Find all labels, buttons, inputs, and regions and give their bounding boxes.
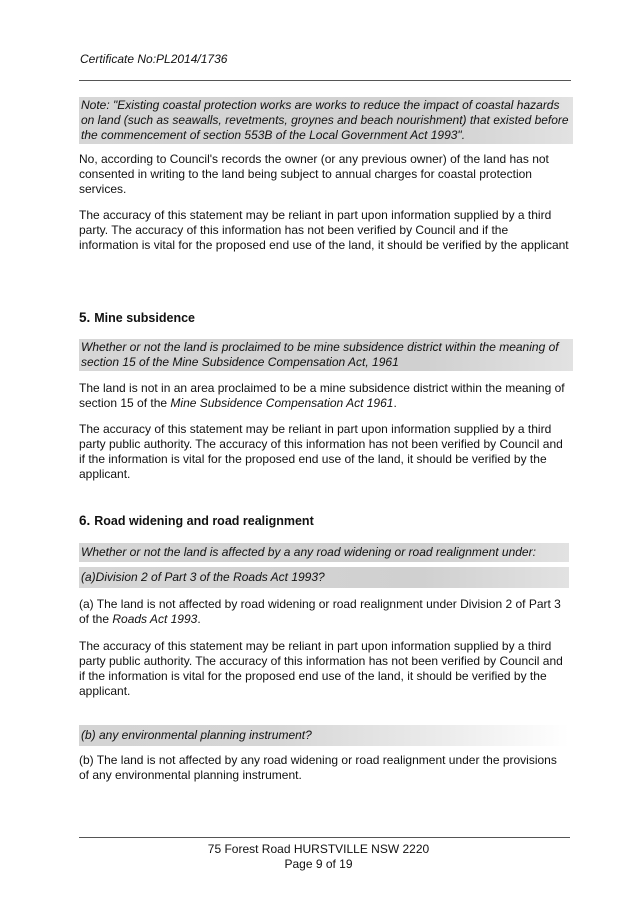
page-number: Page 9 of 19 xyxy=(284,857,353,871)
section-5-act-name: Mine Subsidence Compensation Act 1961 xyxy=(170,396,394,410)
section-5-accuracy-statement: The accuracy of this statement may be reliant in part upon information supplied by a third party public authority. The accuracy of this information has not been verified by Council and if the information is vital for the proposed end use of the land, it should be verified by the applicant. xyxy=(79,422,563,481)
section-6-title: Road widening and road realignment xyxy=(94,514,314,528)
section-5-number: 5. xyxy=(79,310,91,325)
section-5-heading xyxy=(79,310,195,325)
section-6-act-name: Roads Act 1993 xyxy=(112,612,198,626)
section-6-answer-a xyxy=(79,597,569,627)
section-6-answer-b: (b) The land is not affected by any road widening or road realignment under the provisions of any environmental planning instrument. xyxy=(79,753,557,782)
coastal-accuracy-statement: The accuracy of this statement may be reliant in part upon information supplied by a third party. The accuracy of this information has not been verified by Council and if the information is vital for the proposed end use of the land, it should be verified by the applicant xyxy=(79,208,569,252)
section-6-question: Whether or not the land is affected by a any road widening or road realignment under: xyxy=(79,543,569,562)
footer-address: 75 Forest Road HURSTVILLE NSW 2220 xyxy=(207,842,430,856)
section-6-accuracy-statement: The accuracy of this statement may be reliant in part upon information supplied by a third party public authority. The accuracy of this information has not been verified by Council and if the information is vital for the proposed end use of the land, it should be verified by the applicant. xyxy=(79,639,563,698)
header-divider xyxy=(79,80,571,81)
certificate-number: Certificate No:PL2014/1736 xyxy=(80,52,228,66)
coastal-answer: No, according to Council's records the owner (or any previous owner) of the land has not consented in writing to the land being subject to annual charges for coastal protection services. xyxy=(79,152,549,196)
section-6-answer-a-end: . xyxy=(197,612,201,626)
section-5-answer-text: The land is not in an area proclaimed to be a mine subsidence district within the meaning of section 15 of the xyxy=(79,381,565,410)
section-5-answer-end: . xyxy=(393,396,397,410)
section-5-title: Mine subsidence xyxy=(94,311,195,325)
section-6-number: 6. xyxy=(79,513,91,528)
footer-divider xyxy=(79,837,570,838)
coastal-note: Note: "Existing coastal protection works are works to reduce the impact of coastal hazards on land (such as seawalls, revetments, groynes and beach nourishment) that existed before the commencement of section 553B of the Local Government Act 1993". xyxy=(79,97,573,144)
section-6-heading xyxy=(79,513,314,528)
section-6-subquestion-a: (a)Division 2 of Part 3 of the Roads Act 1993? xyxy=(79,567,569,588)
section-5-answer xyxy=(79,381,569,411)
section-5-question: Whether or not the land is proclaimed to be mine subsidence district within the meaning of section 15 of the Mine Subsidence Compensation Act, 1961 xyxy=(79,339,573,371)
section-6-answer-a-text: (a) The land is not affected by road widening or road realignment under Division 2 of Part 3 of the xyxy=(79,597,561,626)
section-6-subquestion-b: (b) any environmental planning instrument? xyxy=(79,725,569,746)
